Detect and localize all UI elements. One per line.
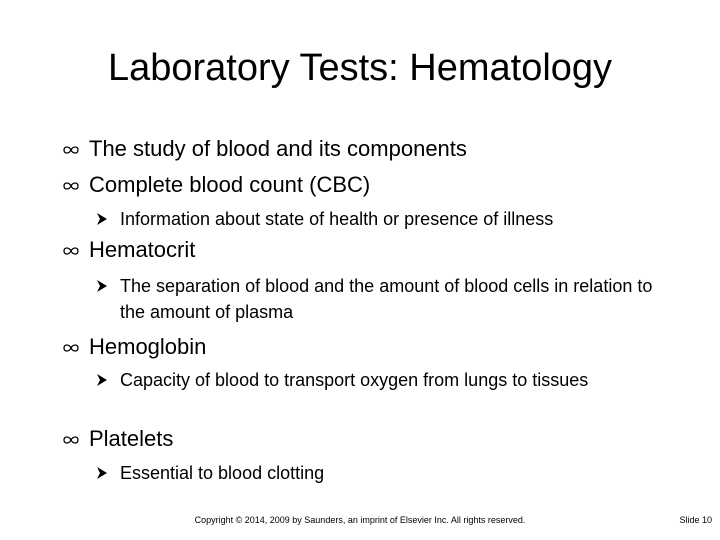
infinity-bullet-icon (62, 340, 80, 356)
sub-bullet-text: The separation of blood and the amount of blood cells in relation to the amount of plasma (120, 276, 653, 322)
sub-bullet-text: Information about state of health or presence of illness (120, 209, 554, 229)
copyright-notice: Copyright © 2014, 2009 by Saunders, an imprint of Elsevier Inc. All rights reserved. (194, 515, 526, 525)
bullet-text: Hematocrit (89, 237, 196, 262)
arrowhead-bullet-icon (96, 278, 108, 294)
bullet-text: Complete blood count (CBC) (89, 172, 371, 197)
slide-number: Slide 10 (679, 515, 712, 525)
infinity-bullet-icon (62, 178, 80, 194)
slide-title: Laboratory Tests: Hematology (107, 47, 613, 89)
sub-bullet-text: Capacity of blood to transport oxygen from lungs to tissues (120, 370, 589, 390)
bullet-text: The study of blood and its components (89, 136, 467, 161)
arrowhead-bullet-icon (96, 211, 108, 227)
infinity-bullet-icon (62, 243, 80, 259)
infinity-bullet-icon (62, 432, 80, 448)
sub-bullet-text: Essential to blood clotting (120, 463, 325, 483)
arrowhead-bullet-icon (96, 465, 108, 481)
arrowhead-bullet-icon (96, 372, 108, 388)
bullet-text: Platelets (89, 426, 174, 451)
infinity-bullet-icon (62, 142, 80, 158)
bullet-text: Hemoglobin (89, 334, 207, 359)
